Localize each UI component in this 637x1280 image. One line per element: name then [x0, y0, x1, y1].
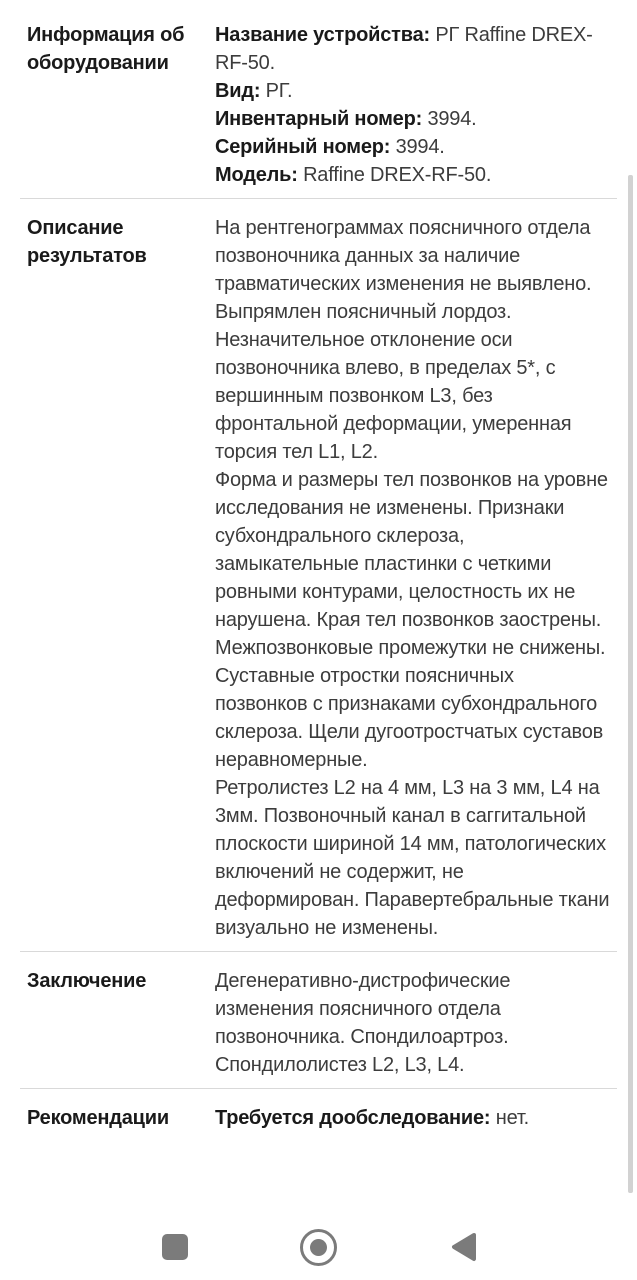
section-label-results-description: Описание результатов: [27, 217, 147, 267]
field-label: Требуется дообследование:: [215, 1107, 491, 1129]
recents-square-icon: [162, 1234, 188, 1260]
field-value: 3994.: [427, 108, 477, 130]
section-content-equipment-info: [215, 21, 610, 189]
field-row: [215, 1104, 610, 1132]
section-label-equipment-info: Информация об оборудовании: [27, 24, 185, 74]
back-button[interactable]: [443, 1227, 483, 1267]
section-paragraph: Форма и размеры тел позвонков на уровне исследования не изменены. Признаки субхондрального склероза, замыкательные пластинки с четкими ровными контурами, целостность их не нарушена. Края тел позвонков заострены. Межпозвонковые промежутки не снижены. Суставные отростки поясничных позвонков с признаками субхондрального склероза. Щели дугоотростчатых суставов неравномерные.: [215, 469, 608, 771]
field-row: [215, 105, 610, 133]
section-recommendations: [27, 1089, 610, 1141]
field-label: Название устройства:: [215, 24, 430, 46]
field-value: 3994.: [395, 136, 445, 158]
home-button[interactable]: [299, 1227, 339, 1267]
section-paragraph: Ретролистез L2 на 4 мм, L3 на 3 мм, L4 на 3мм. Позвоночный канал в саггитальной плоскости шириной 14 мм, патологических включений не содержит, не деформирован. Паравертебральные ткани визуально не изменены.: [215, 777, 610, 939]
section-paragraph: На рентгенограммах поясничного отдела позвоночника данных за наличие травматических изменения не выявлено. Выпрямлен поясничный лордоз. Незначительное отклонение оси позвоночника влево, в пределах 5*, с вершинным позвонком L3, без фронтальной деформации, умеренная торсия тел L1, L2.: [215, 217, 592, 463]
section-conclusion: [27, 952, 610, 1088]
section-results-description: [27, 199, 610, 951]
section-paragraph: Дегенеративно-дистрофические изменения поясничного отдела позвоночника. Спондилоартроз. Спондилолистез L2, L3, L4.: [215, 970, 511, 1076]
section-content-recommendations: [215, 1104, 610, 1132]
android-nav-bar: [0, 1214, 637, 1280]
section-label-recommendations: Рекомендации: [27, 1107, 169, 1129]
section-label-conclusion: Заключение: [27, 970, 147, 992]
scrollbar-thumb[interactable]: [628, 175, 633, 1193]
field-row: [215, 21, 610, 77]
field-value: Raffine DREX-RF-50.: [303, 164, 492, 186]
section-content-conclusion: [215, 967, 610, 1079]
field-label: Серийный номер:: [215, 136, 391, 158]
field-row: [215, 161, 610, 189]
recents-button[interactable]: [155, 1227, 195, 1267]
home-circle-icon: [300, 1229, 337, 1266]
field-label: Модель:: [215, 164, 298, 186]
field-value: нет.: [495, 1107, 529, 1129]
section-equipment-info: [27, 6, 610, 198]
field-label: Инвентарный номер:: [215, 108, 423, 130]
back-triangle-icon: [448, 1231, 478, 1263]
field-value: РГ Raffine DREX-RF-50.: [215, 24, 593, 74]
field-row: [215, 133, 610, 161]
field-label: Вид:: [215, 80, 261, 102]
field-value: РГ.: [265, 80, 293, 102]
field-row: [215, 77, 610, 105]
home-dot: [310, 1239, 327, 1256]
section-content-results-description: [215, 214, 610, 942]
